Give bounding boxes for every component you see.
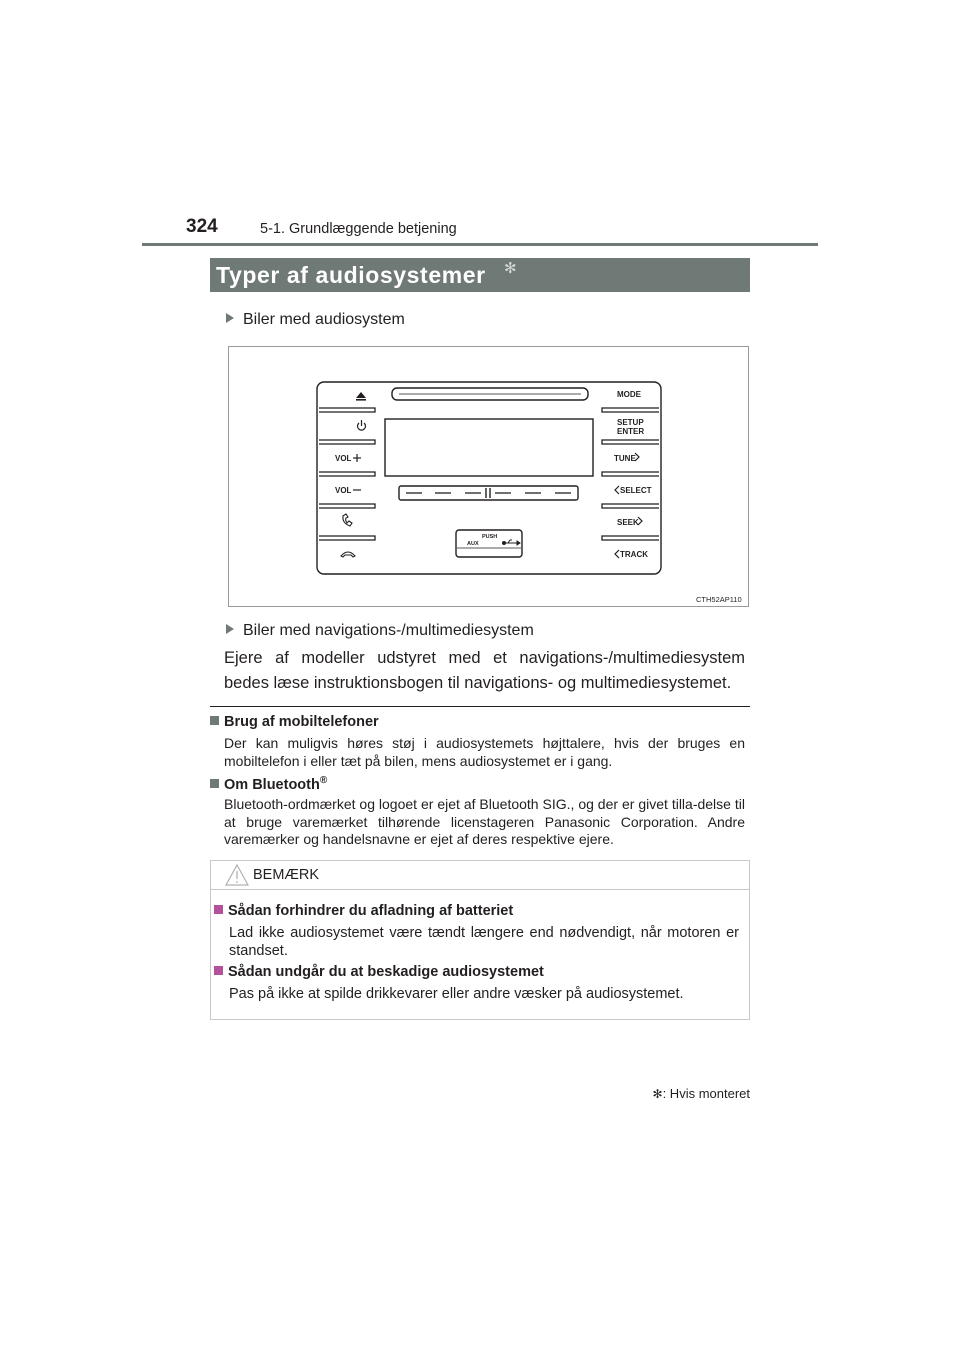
display-screen: [385, 419, 593, 476]
warning-triangle-icon: [225, 864, 249, 886]
arrow-right-icon: [226, 624, 234, 634]
registered-mark: ®: [319, 775, 328, 786]
footnote: [620, 1086, 750, 1101]
section-title-marker: ✻: [504, 260, 517, 277]
audio-unit-figure: [228, 346, 749, 607]
phone-icon: [343, 514, 352, 526]
list-item-label: Biler med navigations-/multimediesystem: [243, 622, 534, 639]
right-button-divider: [602, 408, 659, 412]
info-text: Bluetooth-ordmærket og logoet er ejet af Bluetooth SIG., og der er givet tilla-delse til at bruge varemærket tilhørende licenstageren Panasonic Corporation. Andre varemærker og handelsnavne er ejet af deres respektive ejere.: [224, 796, 745, 847]
info-heading-text: Brug af mobiltelefoner: [224, 714, 379, 730]
track-label: TRACK: [620, 550, 648, 559]
chevron-left-icon: [615, 550, 619, 558]
square-bullet-icon: [210, 716, 219, 725]
notice-heading-text: Sådan forhindrer du afladning af batteriet: [228, 903, 514, 919]
section-divider: [210, 706, 750, 707]
section-title: Typer af audiosystemer: [216, 262, 486, 288]
list-item: [226, 622, 534, 640]
page-number: 324: [186, 216, 218, 237]
notice-text: Lad ikke audiosystemet være tændt længere end nødvendigt, når motoren er standset.: [229, 925, 739, 959]
select-label: SELECT: [620, 486, 652, 495]
plus-icon: [353, 454, 361, 462]
info-heading-text: Om Bluetooth: [224, 776, 320, 793]
mode-label: MODE: [617, 390, 641, 399]
audio-unit-illustration: [229, 347, 748, 606]
list-item-label: Biler med audiosystem: [243, 311, 405, 328]
footnote-text: : Hvis monteret: [662, 1086, 750, 1101]
info-heading: [210, 775, 327, 793]
notice-heading: [214, 964, 544, 980]
tune-label: TUNE: [614, 454, 636, 463]
setup-label: SETUP: [617, 418, 644, 427]
notice-text: Pas på ikke at spilde drikkevarer eller andre væsker på audiosystemet.: [229, 986, 684, 1002]
seek-label: SEEK: [617, 518, 639, 527]
push-label: PUSH: [482, 534, 498, 540]
vol-down-label: VOL: [335, 486, 352, 495]
notice-heading-text: Sådan undgår du at beskadige audiosystemet: [228, 964, 544, 980]
info-text: Der kan muligvis høres støj i audiosystemets højttalere, hvis der bruges en mobiltelefon i eller tæt på bilen, mens audiosystemet er i gang.: [224, 735, 745, 769]
notice-heading: [214, 903, 513, 919]
hang-up-icon: [341, 552, 355, 557]
chapter-title: 5-1. Grundlæggende betjening: [260, 221, 457, 237]
square-bullet-icon: [210, 779, 219, 788]
header-divider: [142, 243, 818, 246]
square-bullet-icon: [214, 966, 223, 975]
power-icon: [358, 420, 366, 430]
arrow-right-icon: [226, 313, 234, 323]
square-bullet-icon: [214, 905, 223, 914]
eject-icon: [356, 392, 366, 401]
preset-button-bar: [399, 486, 578, 500]
chevron-left-icon: [615, 486, 619, 494]
notice-label: BEMÆRK: [253, 867, 320, 883]
aux-label: AUX: [467, 541, 479, 547]
intro-paragraph: Ejere af modeller udstyret med et navigations-/multimediesystem bedes læse instruktionsbogen til navigations- og multimediesystemet.: [224, 649, 745, 692]
footnote-marker: ✻: [652, 1087, 663, 1101]
figure-code: CTH52AP110: [696, 595, 742, 604]
vol-up-label: VOL: [335, 454, 352, 463]
usb-icon: [503, 540, 521, 545]
enter-label: ENTER: [617, 427, 645, 436]
list-item: [226, 311, 405, 329]
info-heading: [210, 714, 379, 730]
left-button-divider: [319, 408, 375, 412]
head-unit-faceplate: [317, 382, 661, 574]
notice-divider: [210, 889, 750, 890]
